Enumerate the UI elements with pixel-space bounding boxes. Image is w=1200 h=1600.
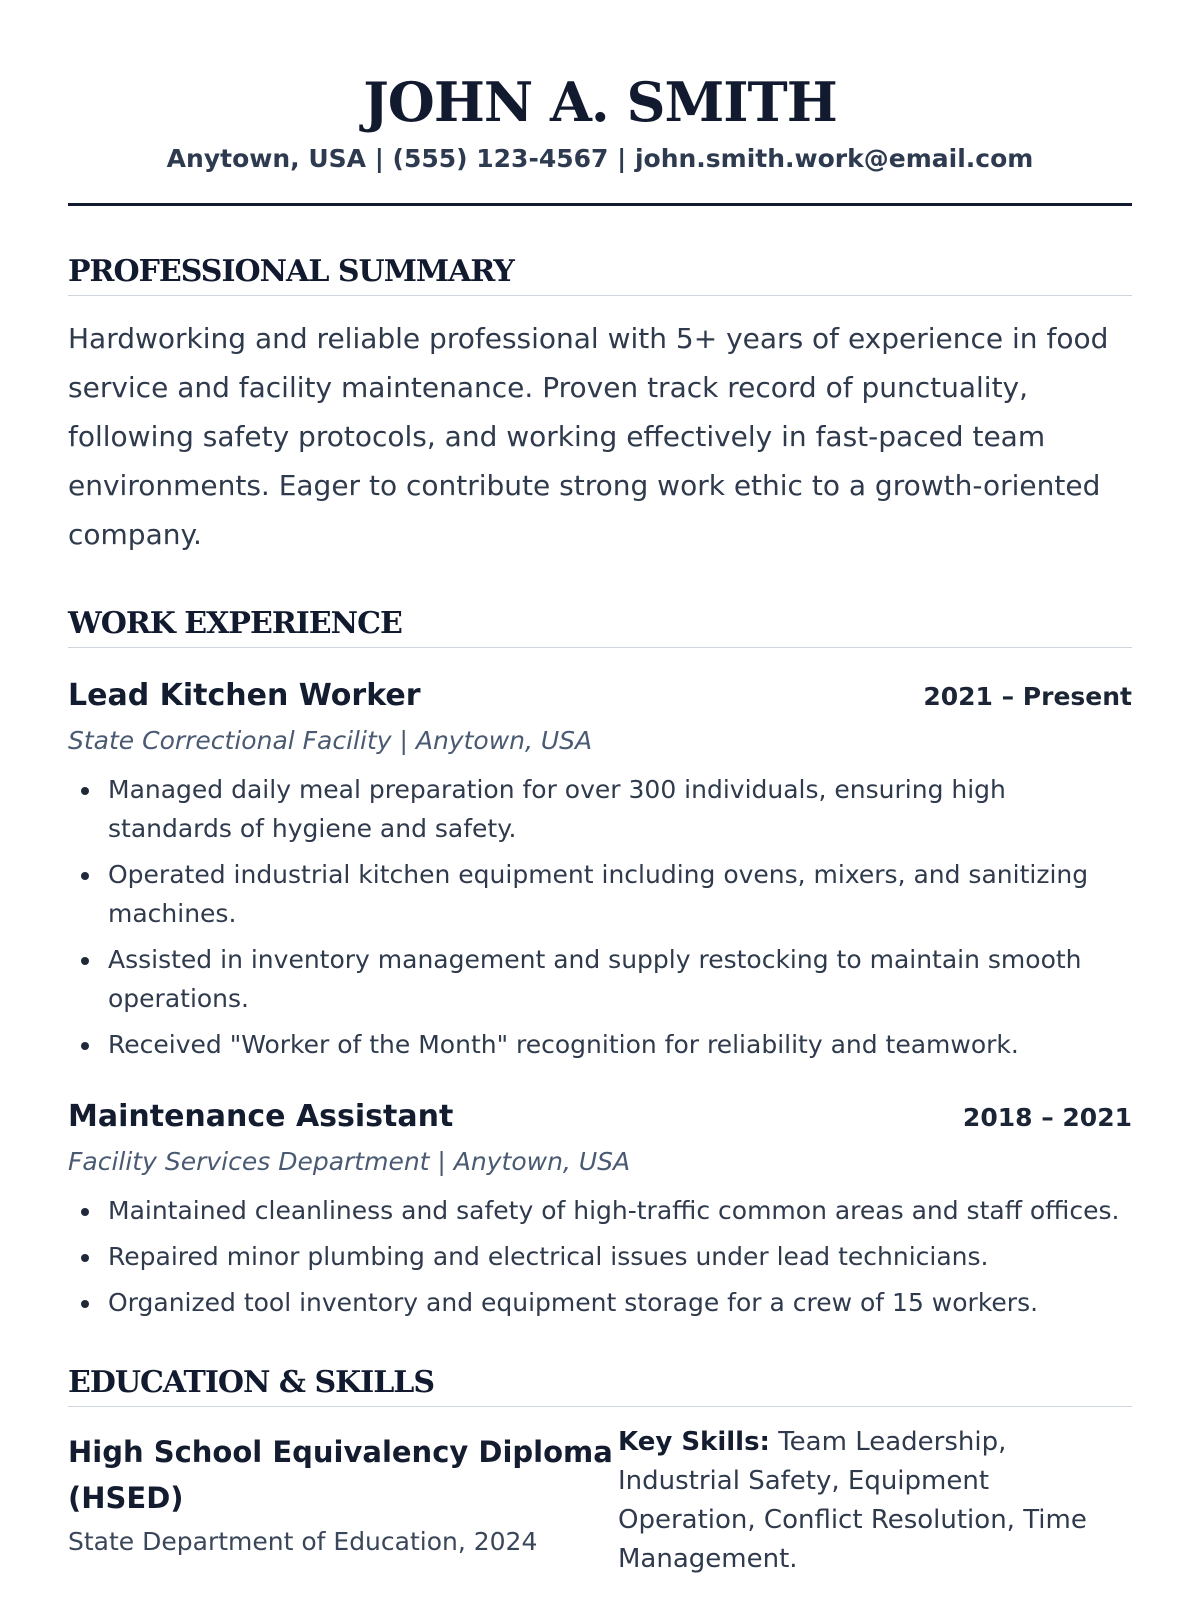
summary-text: Hardworking and reliable professional with 5+ years of experience in food service and facility maintenance. Proven track record of punctuality, following safety protocols, and working effectively in fast-paced team environments. Eager to contribute strong work ethic to a growth-oriented company. [68,322,1109,551]
job-bullet: Operated industrial kitchen equipment including ovens, mixers, and sanitizing machines. [68,855,1132,933]
job-organization: Facility Services Department | Anytown, USA [68,1147,631,1176]
job-bullet: Received "Worker of the Month" recognition for reliability and teamwork. [68,1025,1132,1064]
job-title: Lead Kitchen Worker [68,678,421,713]
contact-info: Anytown, USA | (555) 123-4567 | john.smith.work@email.com [166,144,1034,173]
job-bullet: Maintained cleanliness and safety of high-traffic common areas and staff offices. [68,1191,1132,1230]
job-dates: 2018 – 2021 [962,1103,1132,1132]
job-bullet: Repaired minor plumbing and electrical issues under lead technicians. [68,1237,1132,1276]
job-organization: State Correctional Facility | Anytown, USA [68,726,593,755]
candidate-name: JOHN A. SMITH [363,70,837,134]
job-header [68,1097,1132,1137]
job-dates: 2021 – Present [923,682,1132,711]
header-divider [68,203,1132,206]
job-bullet: Managed daily meal preparation for over 300 individuals, ensuring high standards of hygiene and safety. [68,770,1132,848]
job-title: Maintenance Assistant [68,1099,454,1134]
education-skills-grid [68,1429,1132,1579]
section-title-education: EDUCATION & SKILLS [68,1363,1132,1407]
school-info: State Department of Education, 2024 [68,1527,538,1556]
skills-label: Key Skills: [618,1427,770,1457]
job-entry [68,1097,1132,1322]
job-bullet: Assisted in inventory management and supply restocking to maintain smooth operations. [68,940,1132,1018]
section-title-summary: PROFESSIONAL SUMMARY [68,252,1132,296]
skills-text [618,1423,1132,1579]
section-title-experience: WORK EXPERIENCE [68,604,1132,648]
education-column [68,1429,628,1579]
skills-column [618,1429,1132,1579]
degree-title: High School Equivalency Diploma (HSED) [68,1435,613,1515]
job-bullet-list [68,770,1132,1064]
skills-list: Team Leadership, Industrial Safety, Equipment Operation, Conflict Resolution, Time Management. [618,1427,1087,1574]
job-bullet: Organized tool inventory and equipment storage for a crew of 15 workers. [68,1283,1132,1322]
job-entry [68,676,1132,1064]
job-header [68,676,1132,716]
job-bullet-list [68,1191,1132,1322]
